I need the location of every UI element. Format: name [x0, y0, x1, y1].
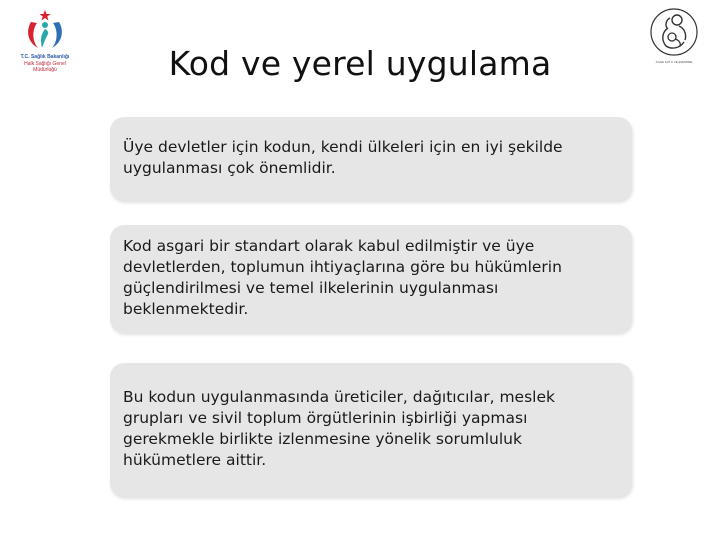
content-box-text: Üye devletler için kodun, kendi ülkeleri için en iyi şekilde uygulanması çok önemlidir. — [123, 138, 563, 177]
ministry-name: T.C. Sağlık Bakanlığı — [20, 54, 70, 60]
logo-caption: ANNE SÜTÜ VE EMZİRME — [655, 60, 693, 64]
slide-title: Kod ve yerel uygulama — [168, 44, 552, 83]
content-box-text: Kod asgari bir standart olarak kabul edilmiştir ve üye devletlerden, toplumun ihtiyaçlarına göre bu hükümlerin güçlendirilmesi ve temel ilkelerinin uygulanması beklenmektedir. — [123, 237, 562, 318]
content-box-2 — [110, 225, 632, 333]
ministry-department: Halk Sağlığı Genel Müdürlüğü — [24, 61, 66, 73]
content-box-1 — [110, 117, 632, 201]
content-box-3 — [110, 363, 632, 497]
content-box-text: Bu kodun uygulanmasında üreticiler, dağıtıcılar, meslek grupları ve sivil toplum örgütlerinin işbirliği yapması gerekmekle birlikte izlenmesine yönelik sorumluluk hükümetlere aittir. — [123, 388, 555, 469]
